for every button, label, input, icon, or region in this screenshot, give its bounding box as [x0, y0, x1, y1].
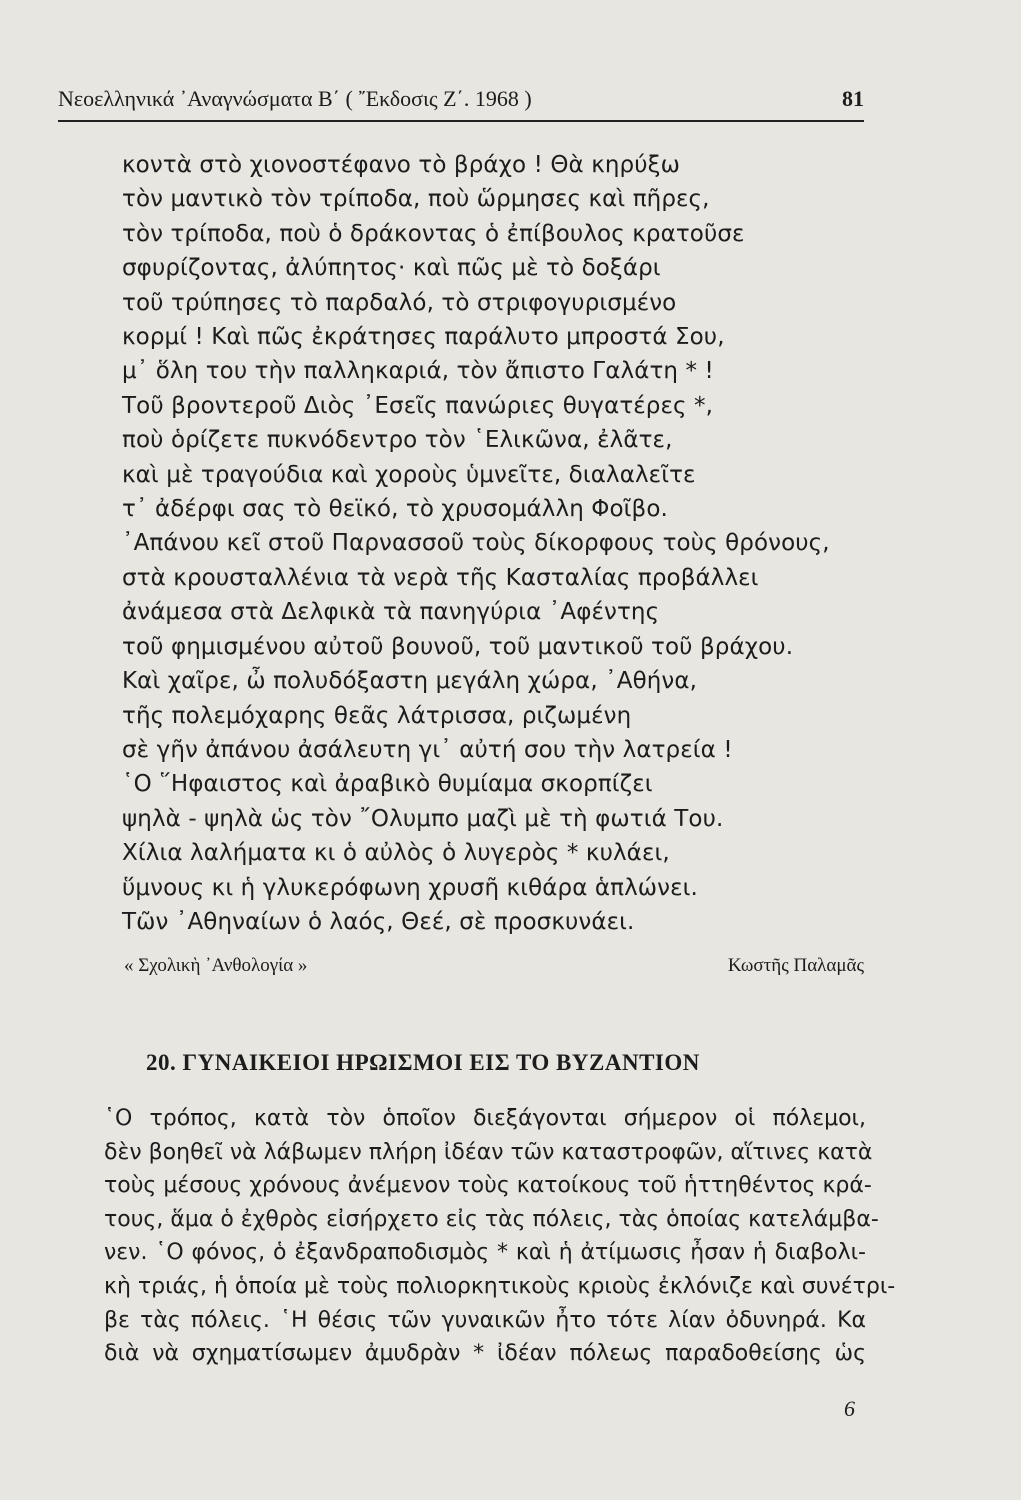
prose-line: ῾Ο τρόπος, κατὰ τὸν ὁποῖον διεξάγονται σήμερον οἱ πόλεμοι,	[104, 1106, 866, 1131]
section-title: 20. ΓΥΝΑΙΚΕΙΟΙ ΗΡΩΙΣΜΟΙ ΕΙΣ ΤΟ ΒΥΖΑΝΤΙΟΝ	[146, 1050, 700, 1075]
prose-line: τους, ἅμα ὁ ἐχθρὸς εἰσήρχετο εἰς τὰς πόλεις, τὰς ὁποίας κατελάμβα-	[104, 1206, 879, 1232]
poem-line: σφυρίζοντας, ἀλύπητος· καὶ πῶς μὲ τὸ δοξάρι	[122, 255, 661, 282]
poem-line: κορμί ! Καὶ πῶς ἐκράτησες παράλυτο μπροστά Σου,	[122, 324, 725, 351]
poem-line: ἀνάμεσα στὰ Δελφικὰ τὰ πανηγύρια ᾿Αφέντης	[122, 599, 660, 626]
poem-line: Καὶ χαῖρε, ὦ πολυδόξαστη μεγάλη χώρα, ᾿Αθήνα,	[122, 668, 698, 695]
poem-line: στὰ κρουσταλλένια τὰ νερὰ τῆς Κασταλίας προβάλλει	[122, 564, 759, 591]
poem-line: ᾿Απάνου κεῖ στοῦ Παρνασσοῦ τοὺς δίκορφους τοὺς θρόνους,	[122, 530, 830, 557]
poem-line: Χίλια λαλήματα κι ὁ αὐλὸς ὁ λυγερὸς * κυλάει,	[122, 840, 670, 867]
poem-line: κοντὰ στὸ χιονοστέφανο τὸ βράχο ! Θὰ κηρύξω	[122, 152, 680, 178]
prose-line: βε τὰς πόλεις. ῾Η θέσις τῶν γυναικῶν ἦτο τότε λίαν ὀδυνηρά. Κα	[104, 1307, 866, 1333]
poem-line: ὕμνους κι ἡ γλυκερόφωνη χρυσῆ κιθάρα ἁπλώνει.	[122, 874, 698, 901]
poem-line: τ᾿ ἀδέρφι σας τὸ θεϊκό, τὸ χρυσομάλλη Φοῖβο.	[122, 496, 668, 523]
page-number: 81	[842, 86, 864, 111]
running-header	[58, 86, 864, 116]
book-title: Νεοελληνικά ᾿Αναγνώσματα Β΄ ( ῎Εκδοσις Ζ΄. 1968 )	[58, 86, 532, 111]
anthology-source: « Σχολικὴ ᾿Ανθολογία »	[124, 955, 308, 976]
poem-line: τὸν τρίποδα, ποὺ ὁ δράκοντας ὁ ἐπίβουλος κρατοῦσε	[122, 220, 745, 247]
poem-line: ψηλὰ - ψηλὰ ὡς τὸν ῎Ολυμπο μαζὶ μὲ τὴ φωτιά Του.	[122, 805, 724, 832]
poem-line: τὸν μαντικὸ τὸν τρίποδα, ποὺ ὥρμησες καὶ πῆρες,	[122, 186, 710, 213]
header-rule	[58, 120, 864, 122]
poem-line: τῆς πολεμόχαρης θεᾶς λάτρισσα, ριζωμένη	[122, 702, 632, 729]
poem	[122, 148, 830, 939]
poem-line: καὶ μὲ τραγούδια καὶ χοροὺς ὑμνεῖτε, διαλαλεῖτε	[122, 461, 696, 488]
poem-line: Τοῦ βροντεροῦ Διὸς ᾿Εσεῖς πανώριες θυγατέρες *,	[122, 392, 714, 419]
poem-line: τοῦ τρύπησες τὸ παρδαλό, τὸ στριφογυρισμένο	[122, 289, 677, 316]
prose-paragraph	[104, 1102, 896, 1371]
poem-line: τοῦ φημισμένου αὐτοῦ βουνοῦ, τοῦ μαντικοῦ τοῦ βράχου.	[122, 633, 794, 660]
poem-author: Κωστῆς Παλαμᾶς	[727, 955, 864, 976]
prose-line: νεν. ῾Ο φόνος, ὁ ἐξανδραποδισμὸς * καὶ ἡ ἀτίμωσις ἦσαν ἡ διαβολι-	[104, 1240, 866, 1266]
prose-line: δὲν βοηθεῖ νὰ λάβωμεν πλήρη ἰδέαν τῶν καταστροφῶν, αἵτινες κατὰ	[104, 1139, 873, 1165]
poem-line: μ᾿ ὅλη του τὴν παλληκαριά, τὸν ἄπιστο Γαλάτη * !	[122, 358, 714, 385]
poem-line: σὲ γῆν ἀπάνου ἀσάλευτη γι᾿ αὐτή σου τὴν λατρεία !	[122, 736, 733, 763]
prose-line: τοὺς μέσους χρόνους ἀνέμενον τοὺς κατοίκους τοῦ ἡττηθέντος κρά-	[104, 1173, 872, 1199]
signature-mark: 6	[844, 1396, 855, 1421]
poem-line: ῾Ο ῞Ηφαιστος καὶ ἀραβικὸ θυμίαμα σκορπίζει	[122, 771, 653, 798]
prose-line: διὰ νὰ σχηματίσωμεν ἀμυδρὰν * ἰδέαν πόλεως παραδοθείσης ὡς	[104, 1341, 866, 1367]
poem-line: ποὺ ὁρίζετε πυκνόδεντρο τὸν ῾Ελικῶνα, ἐλᾶτε,	[122, 427, 673, 454]
poem-line: Τῶν ᾿Αθηναίων ὁ λαός, Θεέ, σὲ προσκυνάει.	[122, 908, 635, 935]
prose-line: κὴ τριάς, ἡ ὁποία μὲ τοὺς πολιορκητικοὺς κριοὺς ἐκλόνιζε καὶ συνέτρι-	[104, 1273, 896, 1299]
